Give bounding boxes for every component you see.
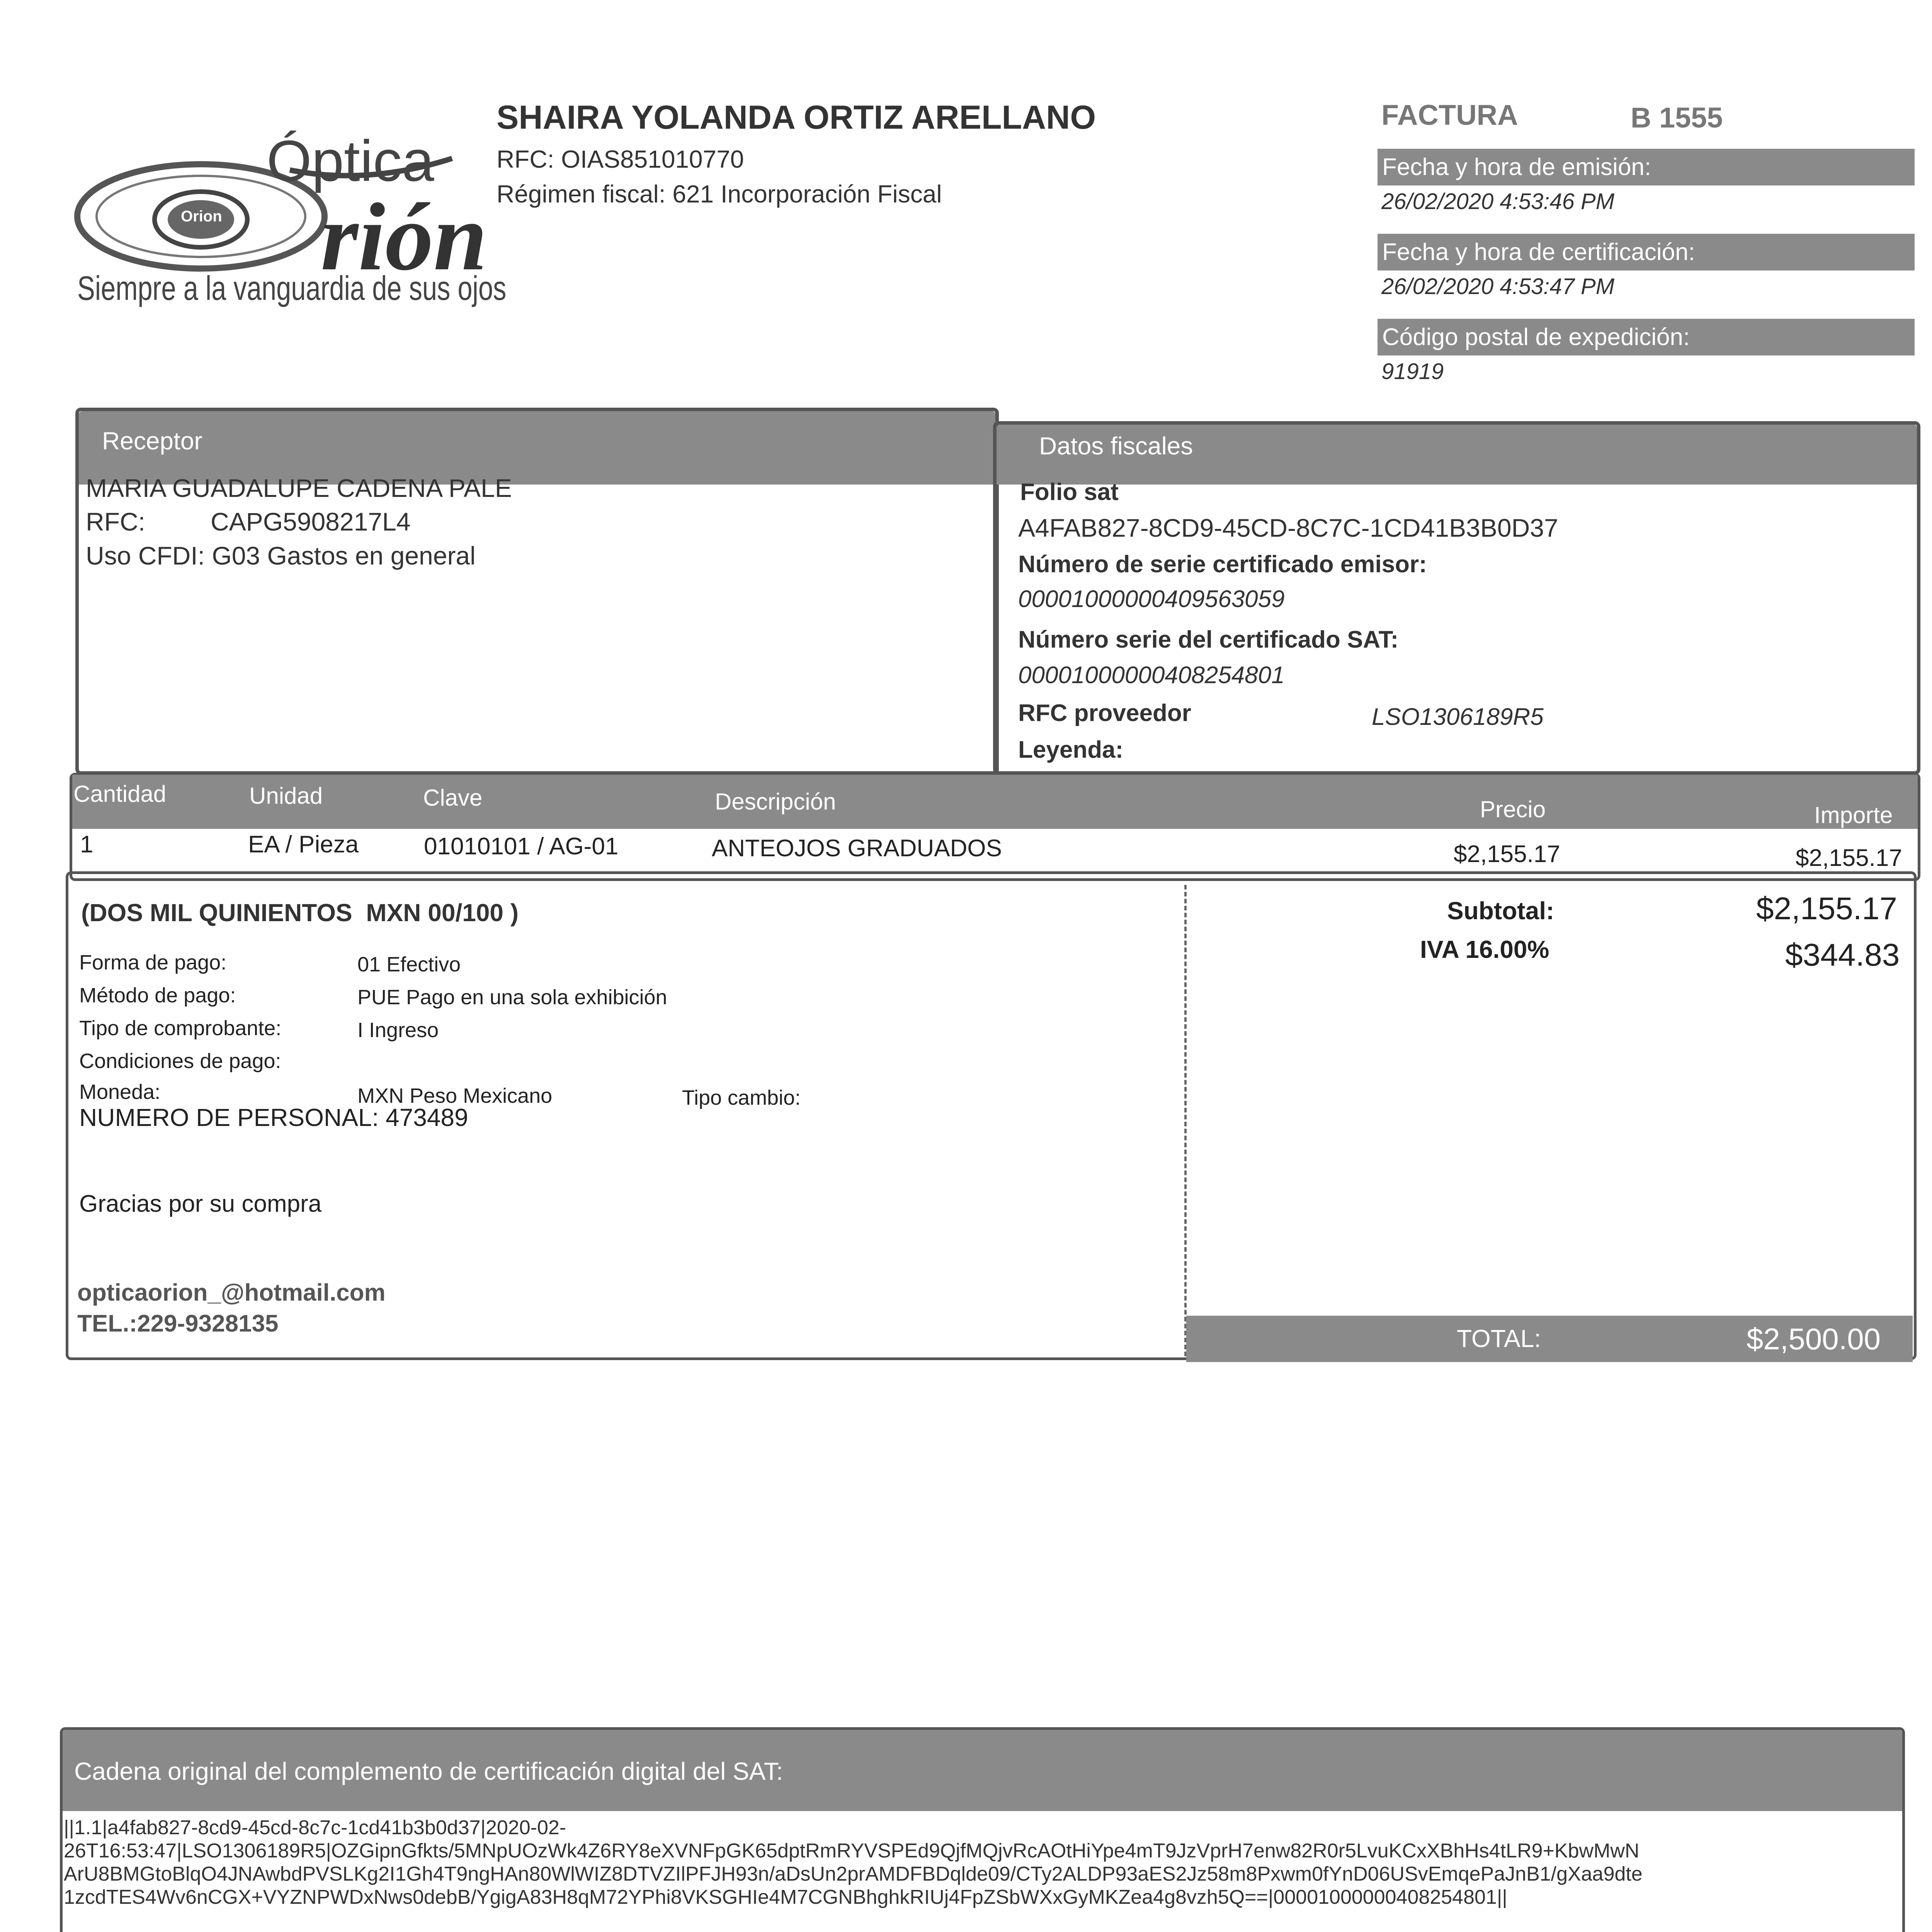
col-header-unidad: Unidad [249,783,323,809]
iva-label: IVA 16.00% [1420,935,1549,963]
certificacion-value: 26/02/2020 4:53:47 PM [1381,274,1615,299]
tipo-comprobante-value: I Ingreso [357,1019,439,1042]
cadena-line-1: ||1.1|a4fab827-8cd9-45cd-8c7c-1cd41b3b0d37|2020-02- [64,1816,566,1839]
col-header-importe: Importe [1814,802,1893,828]
numero-personal: NUMERO DE PERSONAL: 473489 [79,1104,468,1131]
contact-email: opticaorion_@hotmail.com [77,1279,386,1306]
col-header-precio: Precio [1480,796,1546,822]
emision-label: Fecha y hora de emisión: [1378,149,1915,185]
certificado-emisor-value: 00001000000409563059 [1018,586,1285,612]
datos-fiscales-header-label: Datos fiscales [1039,432,1193,460]
folio-sat-value: A4FAB827-8CD9-45CD-8C7C-1CD41B3B0D37 [1018,514,1558,542]
condiciones-pago-label: Condiciones de pago: [79,1049,281,1073]
certificado-sat-value: 00001000000408254801 [1018,662,1285,689]
receptor-name: MARIA GUADALUPE CADENA PALE [86,474,512,502]
cadena-line-4: 1zcdTES4Wv6nCGX+VYZNPWDxNws0debB/YgigA83H8qM72YPhi8VKSGHIe4M7CGNBhghkRIUj4FpZSbWXxGyMKZea4g8vzh5Q==|00001000000408254801|| [64,1886,1507,1908]
receptor-header-label: Receptor [102,427,202,455]
moneda-label: Moneda: [79,1080,161,1104]
total-bar [1186,1316,1913,1362]
codigo-postal-value: 91919 [1381,359,1444,384]
forma-pago-label: Forma de pago: [79,951,227,974]
iva-value: $344.83 [1785,937,1900,973]
logo-badge: Orion [181,208,222,225]
datos-fiscales-header [997,425,1917,485]
thank-you-note: Gracias por su compra [79,1190,322,1217]
invoice-type: FACTURA [1381,99,1518,131]
cell-cantidad: 1 [80,831,94,858]
summary-divider [1184,885,1187,1356]
logo-word-optica: Óptica [267,128,434,193]
issuer-rfc: RFC: OIAS851010770 [497,145,744,173]
logo-tagline: Siempre a la vanguardia de sus ojos [77,269,507,307]
moneda-value: MXN Peso Mexicano [357,1084,553,1107]
tipo-comprobante-label: Tipo de comprobante: [79,1017,282,1040]
emision-value: 26/02/2020 4:53:46 PM [1381,189,1615,214]
receptor-rfc-value: CAPG5908217L4 [211,507,411,536]
total-value: $2,500.00 [1747,1322,1881,1356]
cadena-original-text [64,1816,1903,1909]
amount-in-words: (DOS MIL QUINIENTOS MXN 00/100 ) [81,899,519,927]
contact-phone: TEL.:229-9328135 [77,1310,279,1337]
col-header-clave: Clave [423,785,483,811]
cadena-line-3: ArU8BMGtoBlqO4JNAwbdPVSLKg2I1Gh4T9ngHAn80WlWIZ8DTVZIlPFJH93n/aDsUn2prAMDFBDqlde09/CTy2ALDP93aES2Jz58m8Pxwm0fYnD06USvEmqePaJnB1/gXaa9dte [64,1863,1643,1885]
col-header-descripcion: Descripción [715,789,836,815]
codigo-postal-label: Código postal de expedición: [1378,319,1915,355]
leyenda-label: Leyenda: [1018,736,1124,763]
metodo-pago-value: PUE Pago en una sola exhibición [357,986,667,1009]
folio-sat-label: Folio sat [1020,479,1119,505]
logo-word-orion: rión [321,184,487,291]
cadena-original-header [63,1730,1902,1811]
cadena-line-2: 26T16:53:47|LSO1306189R5|OZGipnGfkts/5MNpUOzWk4Z6RY8eXVNFpGK65dptRmRYVSPEd9QjfMQjvRcAOtHiYpe4mT9JzVprH7enw82R0r5LvuKCxXBhHs4tLR9+KbwMwN [64,1840,1639,1862]
metodo-pago-label: Método de pago: [79,984,236,1007]
certificacion-label: Fecha y hora de certificación: [1378,234,1915,270]
items-header-row [72,775,1918,829]
invoice-number: B 1555 [1631,102,1723,134]
forma-pago-value: 01 Efectivo [357,953,461,976]
total-label: TOTAL: [1457,1325,1541,1352]
company-logo [73,116,507,317]
cell-unidad: EA / Pieza [248,831,359,858]
cadena-original-header-label: Cadena original del complemento de certificación digital del SAT: [74,1757,783,1785]
rfc-proveedor-label: RFC proveedor [1018,700,1191,726]
col-header-cantidad: Cantidad [73,781,167,807]
receptor-rfc-label: RFC: [86,507,145,536]
cell-clave: 01010101 / AG-01 [424,833,619,860]
issuer-regimen: Régimen fiscal: 621 Incorporación Fiscal [497,180,942,208]
receptor-uso-cfdi: Uso CFDI: G03 Gastos en general [86,541,476,570]
rfc-proveedor-value: LSO1306189R5 [1372,704,1544,730]
certificado-emisor-label: Número de serie certificado emisor: [1018,551,1427,578]
issuer-name: SHAIRA YOLANDA ORTIZ ARELLANO [497,99,1096,136]
certificado-sat-label: Número serie del certificado SAT: [1018,626,1399,653]
cell-precio: $2,155.17 [1454,841,1560,867]
tipo-cambio-label: Tipo cambio: [682,1086,801,1109]
cell-importe: $2,155.17 [1796,845,1902,871]
subtotal-label: Subtotal: [1447,897,1554,925]
subtotal-value: $2,155.17 [1756,891,1897,926]
cell-descripcion: ANTEOJOS GRADUADOS [712,835,1002,862]
